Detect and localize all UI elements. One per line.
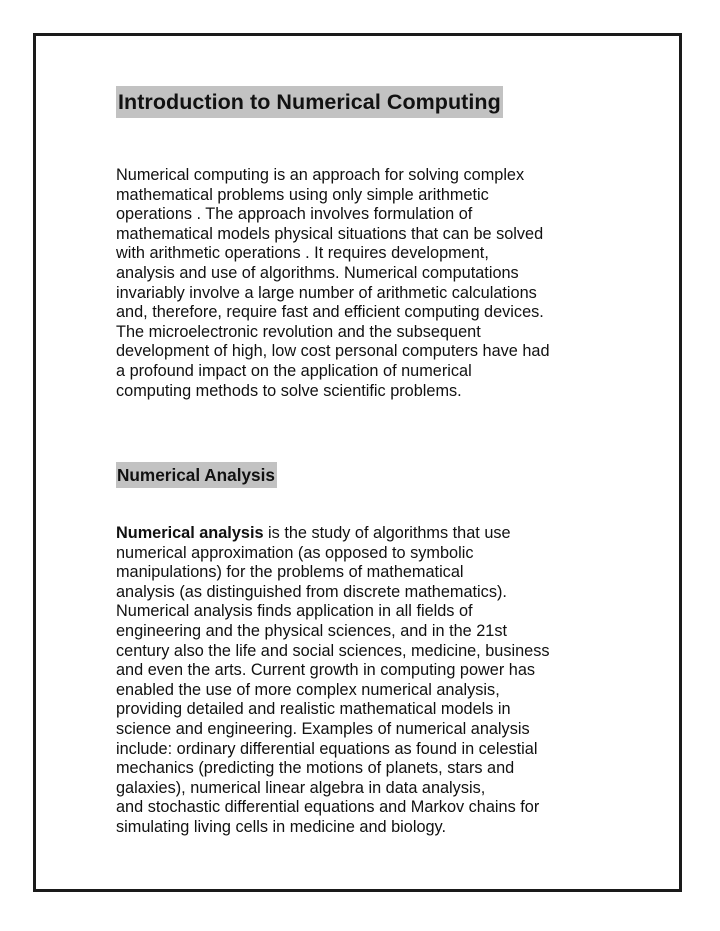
intro-line: mathematical problems using only simple arithmetic <box>116 185 489 204</box>
intro-line: operations . The approach involves formulation of <box>116 205 473 224</box>
analysis-line: and stochastic differential equations and Markov chains for <box>116 798 540 817</box>
analysis-line: simulating living cells in medicine and biology. <box>116 817 447 836</box>
intro-line: mathematical models physical situations that can be solved <box>116 224 544 243</box>
analysis-line: century also the life and social sciences, medicine, business <box>116 641 550 660</box>
intro-line: invariably involve a large number of arithmetic calculations <box>116 283 537 302</box>
section-heading: Numerical Analysis <box>116 462 277 488</box>
analysis-line: providing detailed and realistic mathematical models in <box>116 700 511 719</box>
intro-line: development of high, low cost personal computers have had <box>116 342 550 361</box>
intro-line: a profound impact on the application of numerical <box>116 361 472 380</box>
analysis-line: include: ordinary differential equations as found in celestial <box>116 739 538 758</box>
analysis-line <box>116 524 550 544</box>
analysis-first-line-text: is the study of algorithms that use <box>263 524 511 542</box>
analysis-line: enabled the use of more complex numerical analysis, <box>116 680 500 699</box>
analysis-lead-term: Numerical analysis <box>116 524 264 542</box>
analysis-paragraph <box>116 524 550 838</box>
analysis-line: science and engineering. Examples of numerical analysis <box>116 719 530 738</box>
analysis-line: and even the arts. Current growth in computing power has <box>116 661 536 680</box>
analysis-line: Numerical analysis finds application in all fields of <box>116 602 473 621</box>
document-title: Introduction to Numerical Computing <box>116 86 503 118</box>
intro-line: with arithmetic operations . It requires development, <box>116 244 489 263</box>
analysis-line: engineering and the physical sciences, and in the 21st <box>116 621 508 640</box>
intro-paragraph <box>116 166 550 401</box>
analysis-line: analysis (as distinguished from discrete mathematics). <box>116 582 507 601</box>
analysis-line: mechanics (predicting the motions of planets, stars and <box>116 759 515 778</box>
analysis-line: numerical approximation (as opposed to symbolic <box>116 543 474 562</box>
intro-line: and, therefore, require fast and efficient computing devices. <box>116 303 544 322</box>
analysis-line: galaxies), numerical linear algebra in data analysis, <box>116 778 486 797</box>
intro-line: computing methods to solve scientific problems. <box>116 381 462 400</box>
intro-line: Numerical computing is an approach for solving complex <box>116 166 525 184</box>
intro-line: The microelectronic revolution and the subsequent <box>116 322 481 341</box>
analysis-line: manipulations) for the problems of mathematical <box>116 563 464 582</box>
intro-line: analysis and use of algorithms. Numerical computations <box>116 263 519 282</box>
